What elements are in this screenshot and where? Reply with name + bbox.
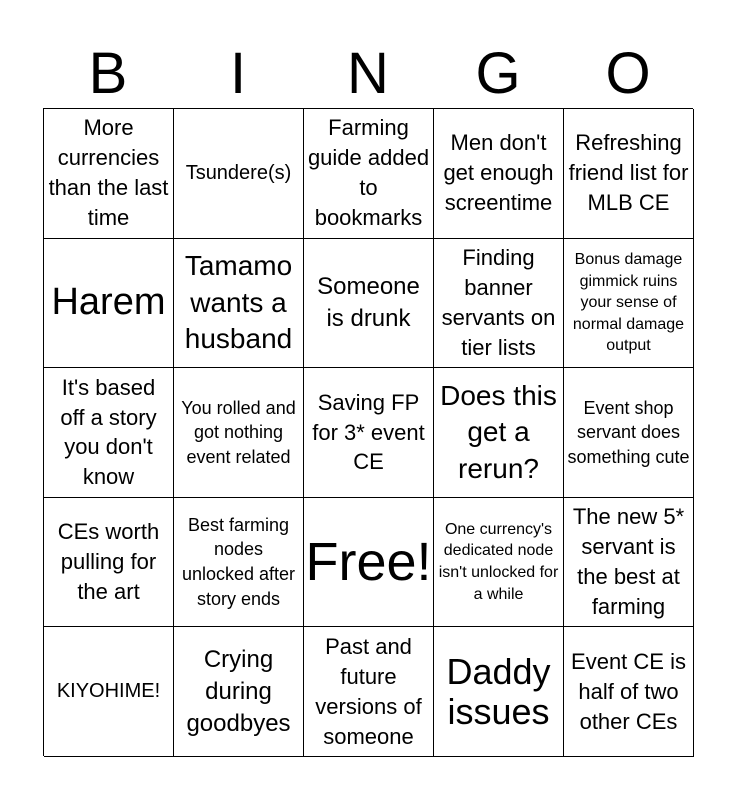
- bingo-cell[interactable]: Tsundere(s): [174, 109, 304, 239]
- bingo-cell[interactable]: Men don't get enough screentime: [434, 109, 564, 239]
- bingo-cell[interactable]: More currencies than the last time: [44, 109, 174, 239]
- bingo-cell[interactable]: Event shop servant does something cute: [564, 368, 694, 498]
- bingo-header: [43, 40, 693, 108]
- bingo-cell[interactable]: Past and future versions of someone: [304, 627, 434, 757]
- bingo-cell[interactable]: The new 5* servant is the best at farming: [564, 498, 694, 628]
- bingo-cell[interactable]: Harem: [44, 239, 174, 369]
- bingo-cell[interactable]: It's based off a story you don't know: [44, 368, 174, 498]
- bingo-cell[interactable]: Farming guide added to bookmarks: [304, 109, 434, 239]
- bingo-cell[interactable]: Tamamo wants a husband: [174, 239, 304, 369]
- header-letter-g: G: [475, 41, 521, 106]
- bingo-cell[interactable]: Refreshing friend list for MLB CE: [564, 109, 694, 239]
- header-letter-b: B: [88, 41, 128, 106]
- bingo-cell[interactable]: Does this get a rerun?: [434, 368, 564, 498]
- bingo-cell[interactable]: Crying during goodbyes: [174, 627, 304, 757]
- header-letter-o: O: [605, 41, 651, 106]
- bingo-cell[interactable]: You rolled and got nothing event related: [174, 368, 304, 498]
- bingo-free-space[interactable]: Free!: [304, 498, 434, 628]
- bingo-cell[interactable]: One currency's dedicated node isn't unlocked for a while: [434, 498, 564, 628]
- header-letter-n: N: [347, 41, 389, 106]
- bingo-cell[interactable]: Bonus damage gimmick ruins your sense of normal damage output: [564, 239, 694, 369]
- bingo-cell[interactable]: Saving FP for 3* event CE: [304, 368, 434, 498]
- bingo-cell[interactable]: Event CE is half of two other CEs: [564, 627, 694, 757]
- header-letter-i: I: [229, 41, 247, 106]
- bingo-card-grid: [43, 108, 693, 756]
- bingo-cell[interactable]: Daddy issues: [434, 627, 564, 757]
- bingo-cell[interactable]: CEs worth pulling for the art: [44, 498, 174, 628]
- bingo-cell[interactable]: KIYOHIME!: [44, 627, 174, 757]
- bingo-cell[interactable]: Finding banner servants on tier lists: [434, 239, 564, 369]
- bingo-cell[interactable]: Someone is drunk: [304, 239, 434, 369]
- bingo-cell[interactable]: Best farming nodes unlocked after story ends: [174, 498, 304, 628]
